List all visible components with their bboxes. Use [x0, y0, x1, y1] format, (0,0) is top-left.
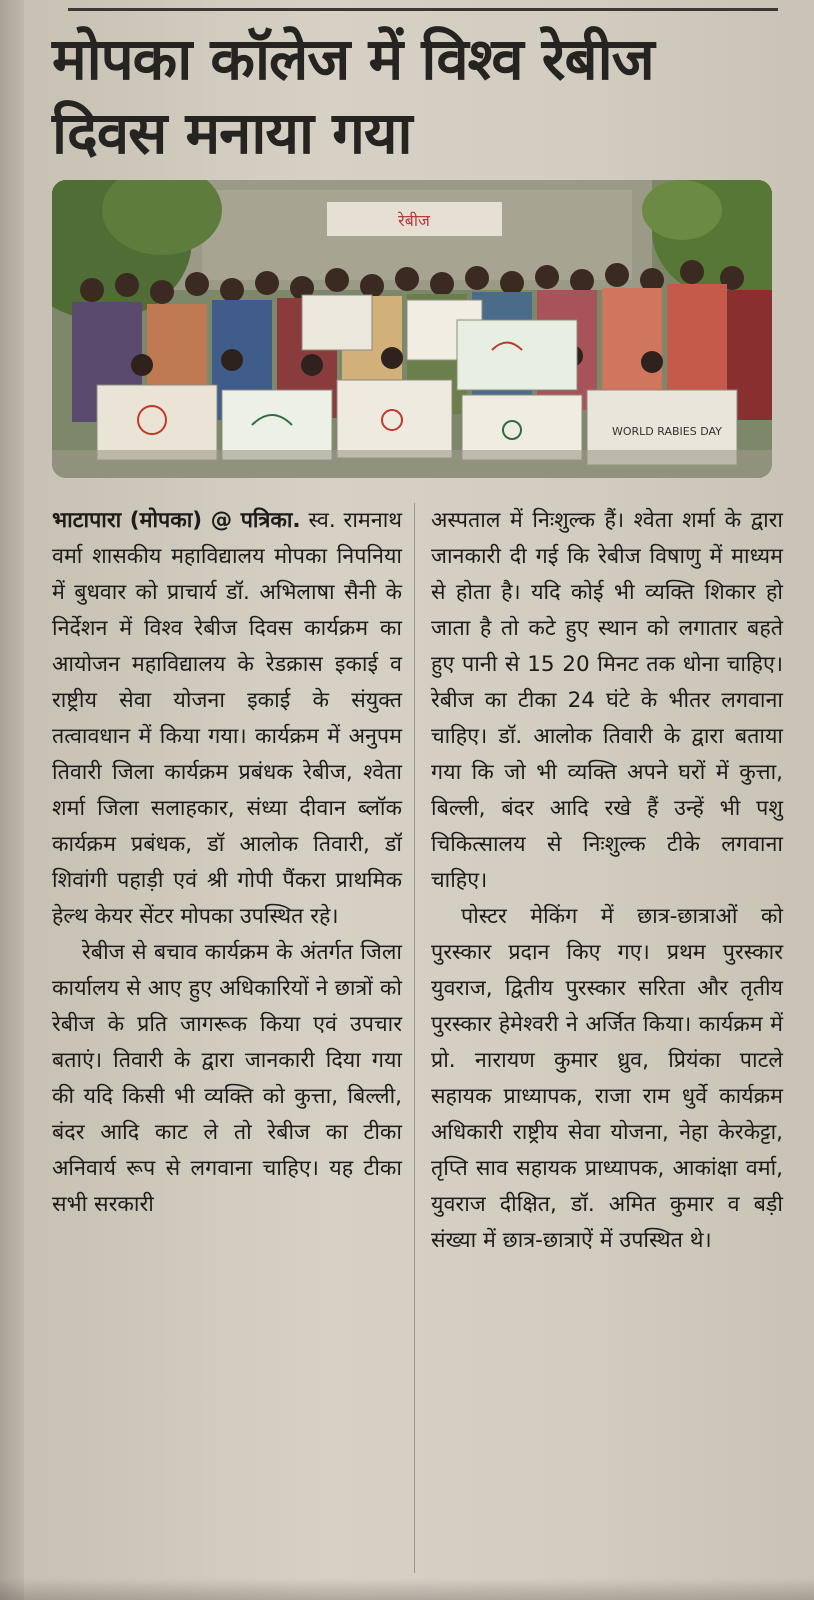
- photo-banner-text: रेबीज: [398, 211, 430, 230]
- paragraph: अस्पताल में निःशुल्क हैं। श्वेता शर्मा के द्वारा जानकारी दी गई कि रेबीज विषाणु में माध्यम से होता है। यदि कोई भी व्यक्ति शिकार हो जाता है तो कटे हुए स्थान को लगातार बहते हुए पानी से 15 20 मिनट तक धोना चाहिए। रेबीज का टीका 24 घंटे के भीतर लगवाना चाहिए। डॉ. आलोक तिवारी के द्वारा बताया गया कि जो भी व्यक्ति अपने घरों में कुत्ता, बिल्ली, बंदर आदि रखे हैं उन्हें भी पशु चिकित्सालय से निःशुल्क टीके लगवाना चाहिए।: [431, 508, 783, 893]
- article-headline: मोपका कॉलेज में विश्व रेबीज दिवस मनाया गया: [52, 25, 654, 167]
- photo-placard-text: WORLD RABIES DAY: [612, 425, 722, 438]
- page-fold-edge: [0, 0, 24, 1600]
- paragraph-body: स्व. रामनाथ वर्मा शासकीय महाविद्यालय मोपका निपनिया में बुधवार को प्राचार्य डॉ. अभिलाषा सैनी के निर्देशन में विश्व रेबीज दिवस कार्यक्रम का आयोजन महाविद्यालय के रेडक्रास इकाई व राष्ट्रीय सेवा योजना इकाई के संयुक्त तत्वावधान में किया गया। कार्यक्रम में अनुपम तिवारी जिला कार्यक्रम प्रबंधक रेबीज, श्वेता शर्मा जिला सलाहकार, संध्या दीवान ब्लॉक कार्यक्रम प्रबंधक, डॉ आलोक तिवारी, डॉ शिवांगी पहाड़ी एवं श्री गोपी पैंकरा प्राथमिक हेल्थ केयर सेंटर मोपका उपस्थित रहे।: [52, 508, 402, 929]
- article-column-right: [431, 503, 783, 1259]
- column-divider: [414, 503, 415, 1573]
- article-column-left: [52, 503, 402, 1223]
- dateline: भाटापारा (मोपका) @ पत्रिका.: [52, 508, 301, 533]
- paragraph: रेबीज से बचाव कार्यक्रम के अंतर्गत जिला कार्यालय से आए हुए अधिकारियों ने छात्रों को रेबीज के प्रति जागरूक किया एवं उपचार बताएं। तिवारी के द्वारा जानकारी दिया गया की यदि किसी भी व्यक्ति को कुत्ता, बिल्ली, बंदर आदि काट ले तो रेबीज का टीका अनिवार्य रूप से लगवाना चाहिए। यह टीका सभी सरकारी: [52, 940, 402, 1217]
- page-bottom-shadow: [0, 1578, 814, 1600]
- paragraph: [52, 503, 402, 935]
- top-rule-line: [68, 8, 778, 11]
- paragraph: पोस्टर मेकिंग में छात्र-छात्राओं को पुरस्कार प्रदान किए गए। प्रथम पुरस्कार युवराज, द्वितीय पुरस्कार सरिता और तृतीय पुरस्कार हेमेश्वरी ने अर्जित किया। कार्यक्रम में प्रो. नारायण कुमार ध्रुव, प्रियंका पाटले सहायक प्राध्यापक, राजा राम धुर्वे कार्यक्रम अधिकारी राष्ट्रीय सेवा योजना, नेहा केरकेट्टा, तृप्ति साव सहायक प्राध्यापक, आकांक्षा वर्मा, युवराज दीक्षित, डॉ. अमित कुमार व बड़ी संख्या में छात्र-छात्राऐं में उपस्थित थे।: [431, 904, 783, 1253]
- article-photo: [52, 180, 772, 478]
